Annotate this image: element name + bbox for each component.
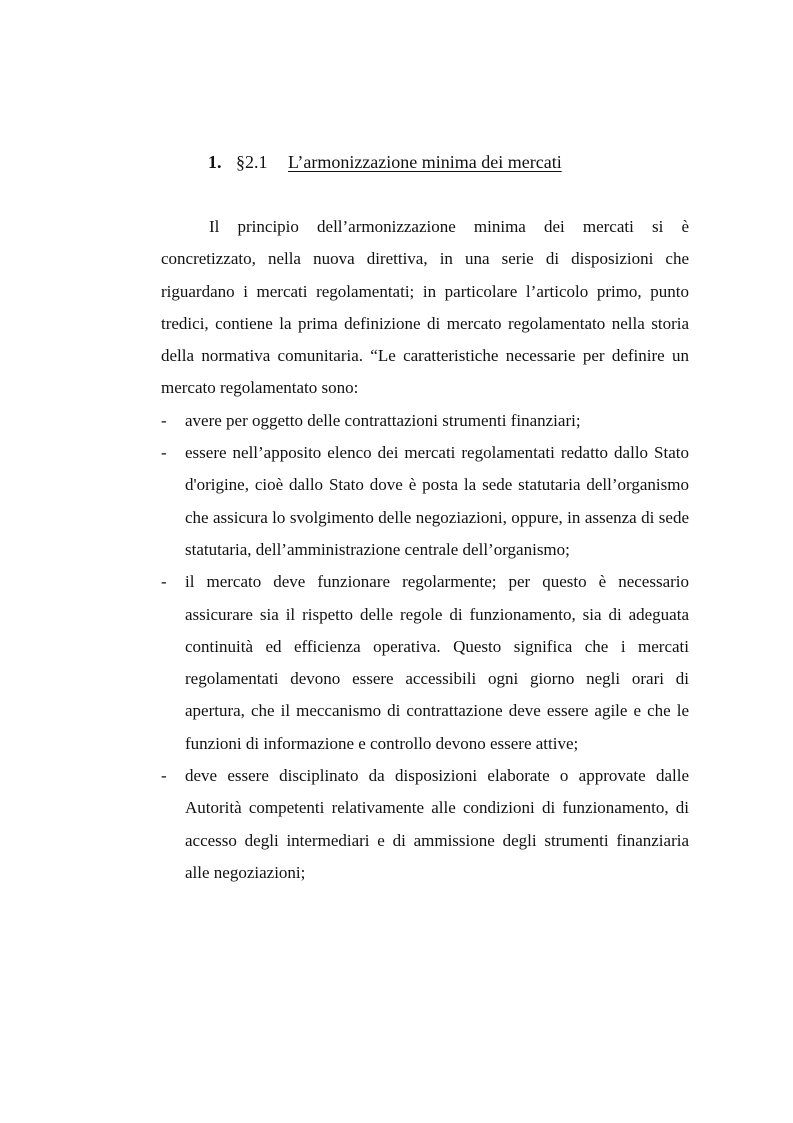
list-item [161, 437, 689, 566]
list-bullet: - [161, 410, 167, 430]
list-item [161, 760, 689, 889]
list-item-text: il mercato deve funzionare regolarmente; per questo è necessario assicurare sia il rispetto delle regole di funzionamento, sia di adeguata continuità ed efficienza operativa. Questo significa che i mercati regolamentati devono essere accessibili ogni giorno negli orari di apertura, che il meccanismo di contrattazione deve essere agile e che le funzioni di informazione e controllo devono essere attive; [185, 572, 689, 753]
list-item [161, 566, 689, 760]
list-bullet: - [161, 766, 167, 786]
section-title: L’armonizzazione minima dei mercati [288, 152, 562, 172]
list-item-text: deve essere disciplinato da disposizioni elaborate o approvate dalle Autorità competenti relativamente alle condizioni di funzionamento, di accesso degli intermediari e di ammissione degli strumenti finanziaria alle negoziazioni; [185, 766, 689, 882]
section-code: §2.1 [236, 152, 268, 172]
list-item-text: essere nell’apposito elenco dei mercati regolamentati redatto dallo Stato d'origine, cioè dallo Stato dove è posta la sede statutaria dell’organismo che assicura lo svolgimento delle negoziazioni, oppure, in assenza di sede statutaria, dell’amministrazione centrale dell’organismo; [185, 443, 689, 559]
section-number: 1. [208, 152, 222, 172]
body-text [161, 211, 689, 889]
intro-paragraph: Il principio dell’armonizzazione minima dei mercati si è concretizzato, nella nuova direttiva, in una serie di disposizioni che riguardano i mercati regolamentati; in particolare l’articolo primo, punto tredici, contiene la prima definizione di mercato regolamentato nella storia della normativa comunitaria. “Le caratteristiche necessarie per definire un mercato regolamentato sono: [161, 217, 689, 398]
list-bullet: - [161, 572, 167, 592]
requirements-list [161, 405, 689, 889]
list-bullet: - [161, 443, 167, 463]
list-item-text: avere per oggetto delle contrattazioni strumenti finanziari; [185, 410, 581, 430]
list-item [161, 405, 689, 437]
section-heading [208, 148, 562, 176]
